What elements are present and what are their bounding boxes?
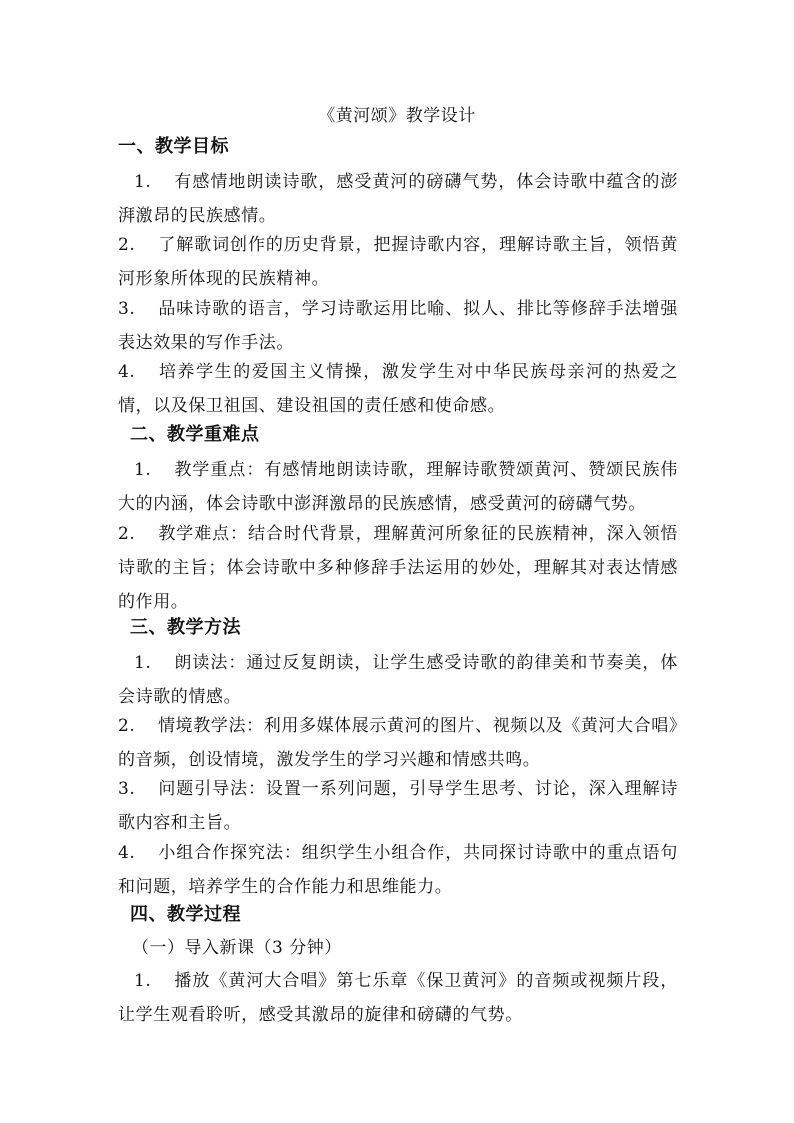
document-title: 《黄河颂》教学设计	[318, 106, 476, 126]
objective-item-1	[118, 165, 678, 233]
objective-item-4	[118, 355, 678, 423]
subheading-intro: （一）导入新课（3 分钟）	[132, 938, 342, 958]
keypoint-item-2	[118, 517, 678, 619]
method-item-1	[118, 646, 678, 714]
item-number: 4.	[118, 362, 136, 382]
section-heading-process: 四、教学过程	[130, 904, 241, 925]
item-number: 3.	[118, 299, 136, 319]
item-text: 播放《黄河大合唱》第七乐章《保卫黄河》的音频或视频片段，让学生观看聆听，感受其激昂的旋律和磅礴的气势。	[118, 971, 678, 1025]
item-number: 2.	[118, 524, 136, 544]
item-text: 品味诗歌的语言，学习诗歌运用比喻、拟人、排比等修辞手法增强表达效果的写作手法。	[118, 299, 678, 353]
process-item-1	[118, 964, 678, 1032]
item-text: 有感情地朗读诗歌，感受黄河的磅礴气势，体会诗歌中蕴含的澎湃激昂的民族感情。	[118, 172, 678, 226]
item-text: 问题引导法：设置一系列问题，引导学生思考、讨论，深入理解诗歌内容和主旨。	[118, 779, 678, 833]
item-text: 小组合作探究法：组织学生小组合作，共同探讨诗歌中的重点语句和问题，培养学生的合作能力和思维能力。	[118, 843, 678, 897]
section-heading-objectives: 一、教学目标	[118, 136, 229, 157]
item-number: 2.	[118, 235, 136, 255]
item-text: 朗读法：通过反复朗读，让学生感受诗歌的韵律美和节奏美，体会诗歌的情感。	[118, 653, 678, 707]
method-item-3	[118, 772, 678, 840]
objective-item-2	[118, 228, 678, 296]
item-text: 教学重点：有感情地朗读诗歌，理解诗歌赞颂黄河、赞颂民族伟大的内涵，体会诗歌中澎湃激昂的民族感情，感受黄河的磅礴气势。	[118, 460, 678, 514]
section-heading-key-points: 二、教学重难点	[130, 424, 260, 445]
keypoint-item-1	[118, 453, 678, 521]
item-text: 培养学生的爱国主义情操，激发学生对中华民族母亲河的热爱之情，以及保卫祖国、建设祖国的责任感和使命感。	[118, 362, 678, 416]
item-number: 3.	[118, 779, 136, 799]
method-item-4	[118, 836, 678, 904]
item-text: 了解歌词创作的历史背景，把握诗歌内容，理解诗歌主旨，领悟黄河形象所体现的民族精神。	[118, 235, 678, 289]
item-text: 情境教学法：利用多媒体展示黄河的图片、视频以及《黄河大合唱》的音频，创设情境，激发学生的学习兴趣和情感共鸣。	[118, 716, 678, 770]
method-item-2	[118, 709, 678, 777]
section-heading-methods: 三、教学方法	[130, 617, 241, 638]
item-text: 教学难点：结合时代背景，理解黄河所象征的民族精神，深入领悟诗歌的主旨；体会诗歌中多种修辞手法运用的妙处，理解其对表达情感的作用。	[118, 524, 678, 612]
item-number: 2.	[118, 716, 136, 736]
item-number: 4.	[118, 843, 136, 863]
item-number: 1.	[134, 460, 152, 480]
item-number: 1.	[134, 971, 152, 991]
item-number: 1.	[134, 653, 152, 673]
objective-item-3	[118, 292, 678, 360]
item-number: 1.	[134, 172, 152, 192]
